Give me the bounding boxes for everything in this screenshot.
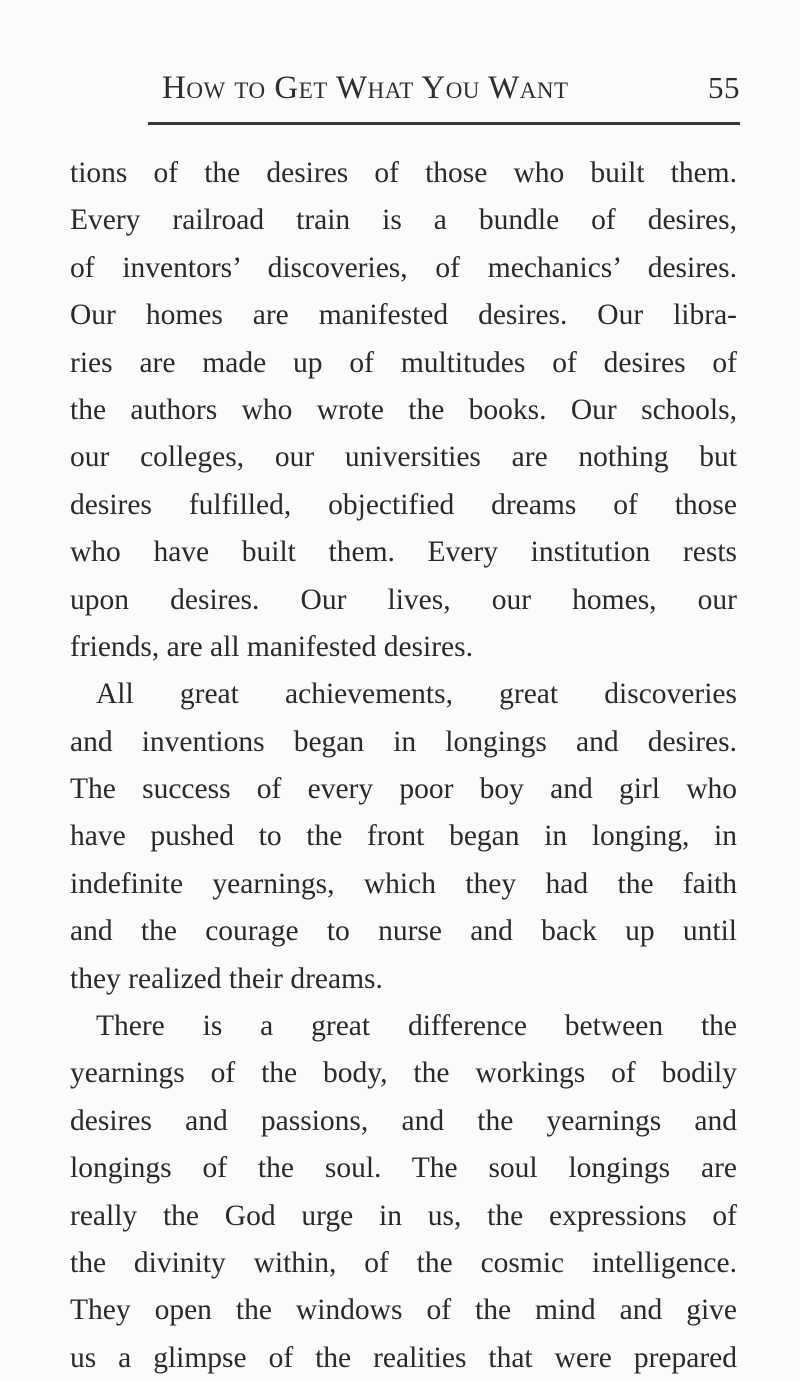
- text-line: they realized their dreams.: [70, 962, 383, 995]
- text-line: the divinity within, of the cosmic intelligence.: [70, 1246, 737, 1279]
- header-rule: [148, 122, 740, 125]
- text-line: There is a great difference between the: [96, 1010, 737, 1043]
- text-line: who have built them. Every institution rests: [70, 536, 737, 569]
- text-line: the authors who wrote the books. Our schools,: [70, 393, 737, 426]
- text-line: upon desires. Our lives, our homes, our: [70, 583, 737, 616]
- text-line: tions of the desires of those who built them.: [70, 157, 737, 189]
- running-head: [162, 70, 740, 114]
- text-line: Every railroad train is a bundle of desires,: [70, 204, 737, 237]
- text-line: ries are made up of multitudes of desires of: [70, 346, 737, 379]
- running-head-title: How to Get What You Want: [162, 70, 569, 106]
- text-line: and the courage to nurse and back up until: [70, 915, 737, 948]
- text-line: really the God urge in us, the expressions of: [70, 1199, 737, 1232]
- text-line: The success of every poor boy and girl who: [70, 773, 737, 806]
- text-line: Our homes are manifested desires. Our libra-: [70, 299, 737, 332]
- text-line: our colleges, our universities are nothing but: [70, 441, 737, 474]
- text-line: of inventors’ discoveries, of mechanics’ desires.: [70, 251, 737, 284]
- text-line: desires and passions, and the yearnings and: [70, 1104, 737, 1137]
- text-line: have pushed to the front began in longing, in: [70, 820, 737, 853]
- text-line: longings of the soul. The soul longings are: [70, 1152, 737, 1185]
- page-number: 55: [708, 70, 740, 105]
- text-line: All great achievements, great discoveries: [96, 678, 737, 711]
- text-line: They open the windows of the mind and give: [70, 1294, 737, 1327]
- text-line: indefinite yearnings, which they had the faith: [70, 867, 737, 900]
- text-line: yearnings of the body, the workings of bodily: [70, 1057, 737, 1090]
- text-line: us a glimpse of the realities that were prepared: [70, 1341, 737, 1374]
- text-line: and inventions began in longings and desires.: [70, 725, 737, 758]
- text-line: desires fulfilled, objectified dreams of those: [70, 488, 737, 521]
- text-line: friends, are all manifested desires.: [70, 630, 474, 663]
- body-text: [70, 150, 737, 1382]
